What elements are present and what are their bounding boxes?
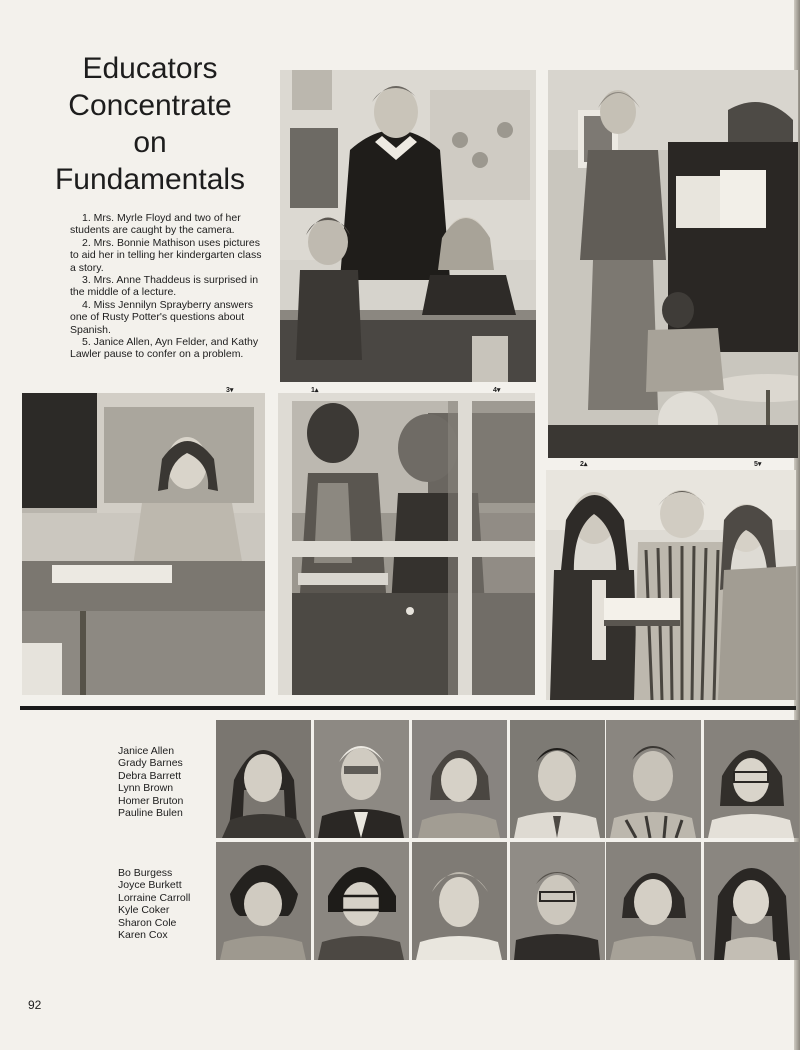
photo-marker-4: 4▾ — [493, 387, 501, 394]
caption-3: 3. Mrs. Anne Thaddeus is surprised in the middle of a lecture. — [70, 274, 259, 299]
photo-marker-2: 2▴ — [580, 461, 588, 468]
title-line: Educators — [82, 52, 218, 85]
portrait-photo — [606, 720, 701, 838]
faculty-name: Homer Bruton — [118, 794, 184, 807]
title-line: on — [133, 126, 167, 159]
faculty-name: Lorraine Carroll — [118, 891, 191, 904]
caption-5: 5. Janice Allen, Ayn Felder, and Kathy Lawler pause to confer on a problem. — [70, 336, 259, 361]
portrait-names-row-1 — [118, 745, 218, 819]
portrait-photo — [216, 720, 311, 838]
portrait-photo — [704, 842, 799, 960]
title-line: Fundamentals — [54, 163, 246, 196]
faculty-name: Karen Cox — [118, 929, 168, 942]
photo-5-conferring-on-problem — [546, 470, 796, 700]
caption-4: 4. Miss Jennilyn Sprayberry answers one of Rusty Potter's questions about Spanish. — [70, 298, 253, 336]
portrait-names-row-2 — [118, 867, 218, 941]
faculty-name: Joyce Burkett — [118, 879, 182, 892]
photo-3-teacher-at-desk — [22, 393, 265, 695]
photo-marker-5: 5▾ — [754, 461, 762, 468]
portrait-photo — [314, 720, 409, 838]
caption-2: 2. Mrs. Bonnie Mathison uses pictures to aid her in telling her kindergarten class a story. — [70, 236, 262, 274]
portrait-photo — [314, 842, 409, 960]
portrait-photo — [216, 842, 311, 960]
photo-2-kindergarten-story — [548, 70, 798, 458]
caption-1: 1. Mrs. Myrle Floyd and two of her students are caught by the camera. — [70, 212, 241, 237]
title-line: Concentrate — [68, 89, 232, 122]
portrait-photo — [412, 842, 507, 960]
faculty-name: Grady Barnes — [118, 757, 183, 770]
portrait-photo — [510, 842, 605, 960]
photo-captions — [70, 212, 268, 361]
photo-1-teacher-with-students — [280, 70, 536, 382]
photo-marker-3: 3▾ — [226, 387, 234, 394]
photo-4-spanish-class — [278, 393, 535, 695]
faculty-name: Lynn Brown — [118, 782, 174, 795]
page-title — [30, 50, 270, 198]
faculty-name: Debra Barrett — [118, 769, 182, 782]
faculty-name: Pauline Bulen — [118, 807, 183, 820]
page-number: 92 — [28, 998, 42, 1012]
portrait-photo — [704, 720, 799, 838]
portrait-photo — [606, 842, 701, 960]
faculty-name: Bo Burgess — [118, 867, 173, 879]
portrait-photo — [510, 720, 605, 838]
faculty-name: Sharon Cole — [118, 916, 177, 929]
faculty-name: Janice Allen — [118, 745, 175, 757]
photo-marker-1: 1▴ — [311, 387, 319, 394]
portrait-photo — [412, 720, 507, 838]
faculty-name: Kyle Coker — [118, 904, 170, 917]
section-divider — [20, 706, 796, 710]
